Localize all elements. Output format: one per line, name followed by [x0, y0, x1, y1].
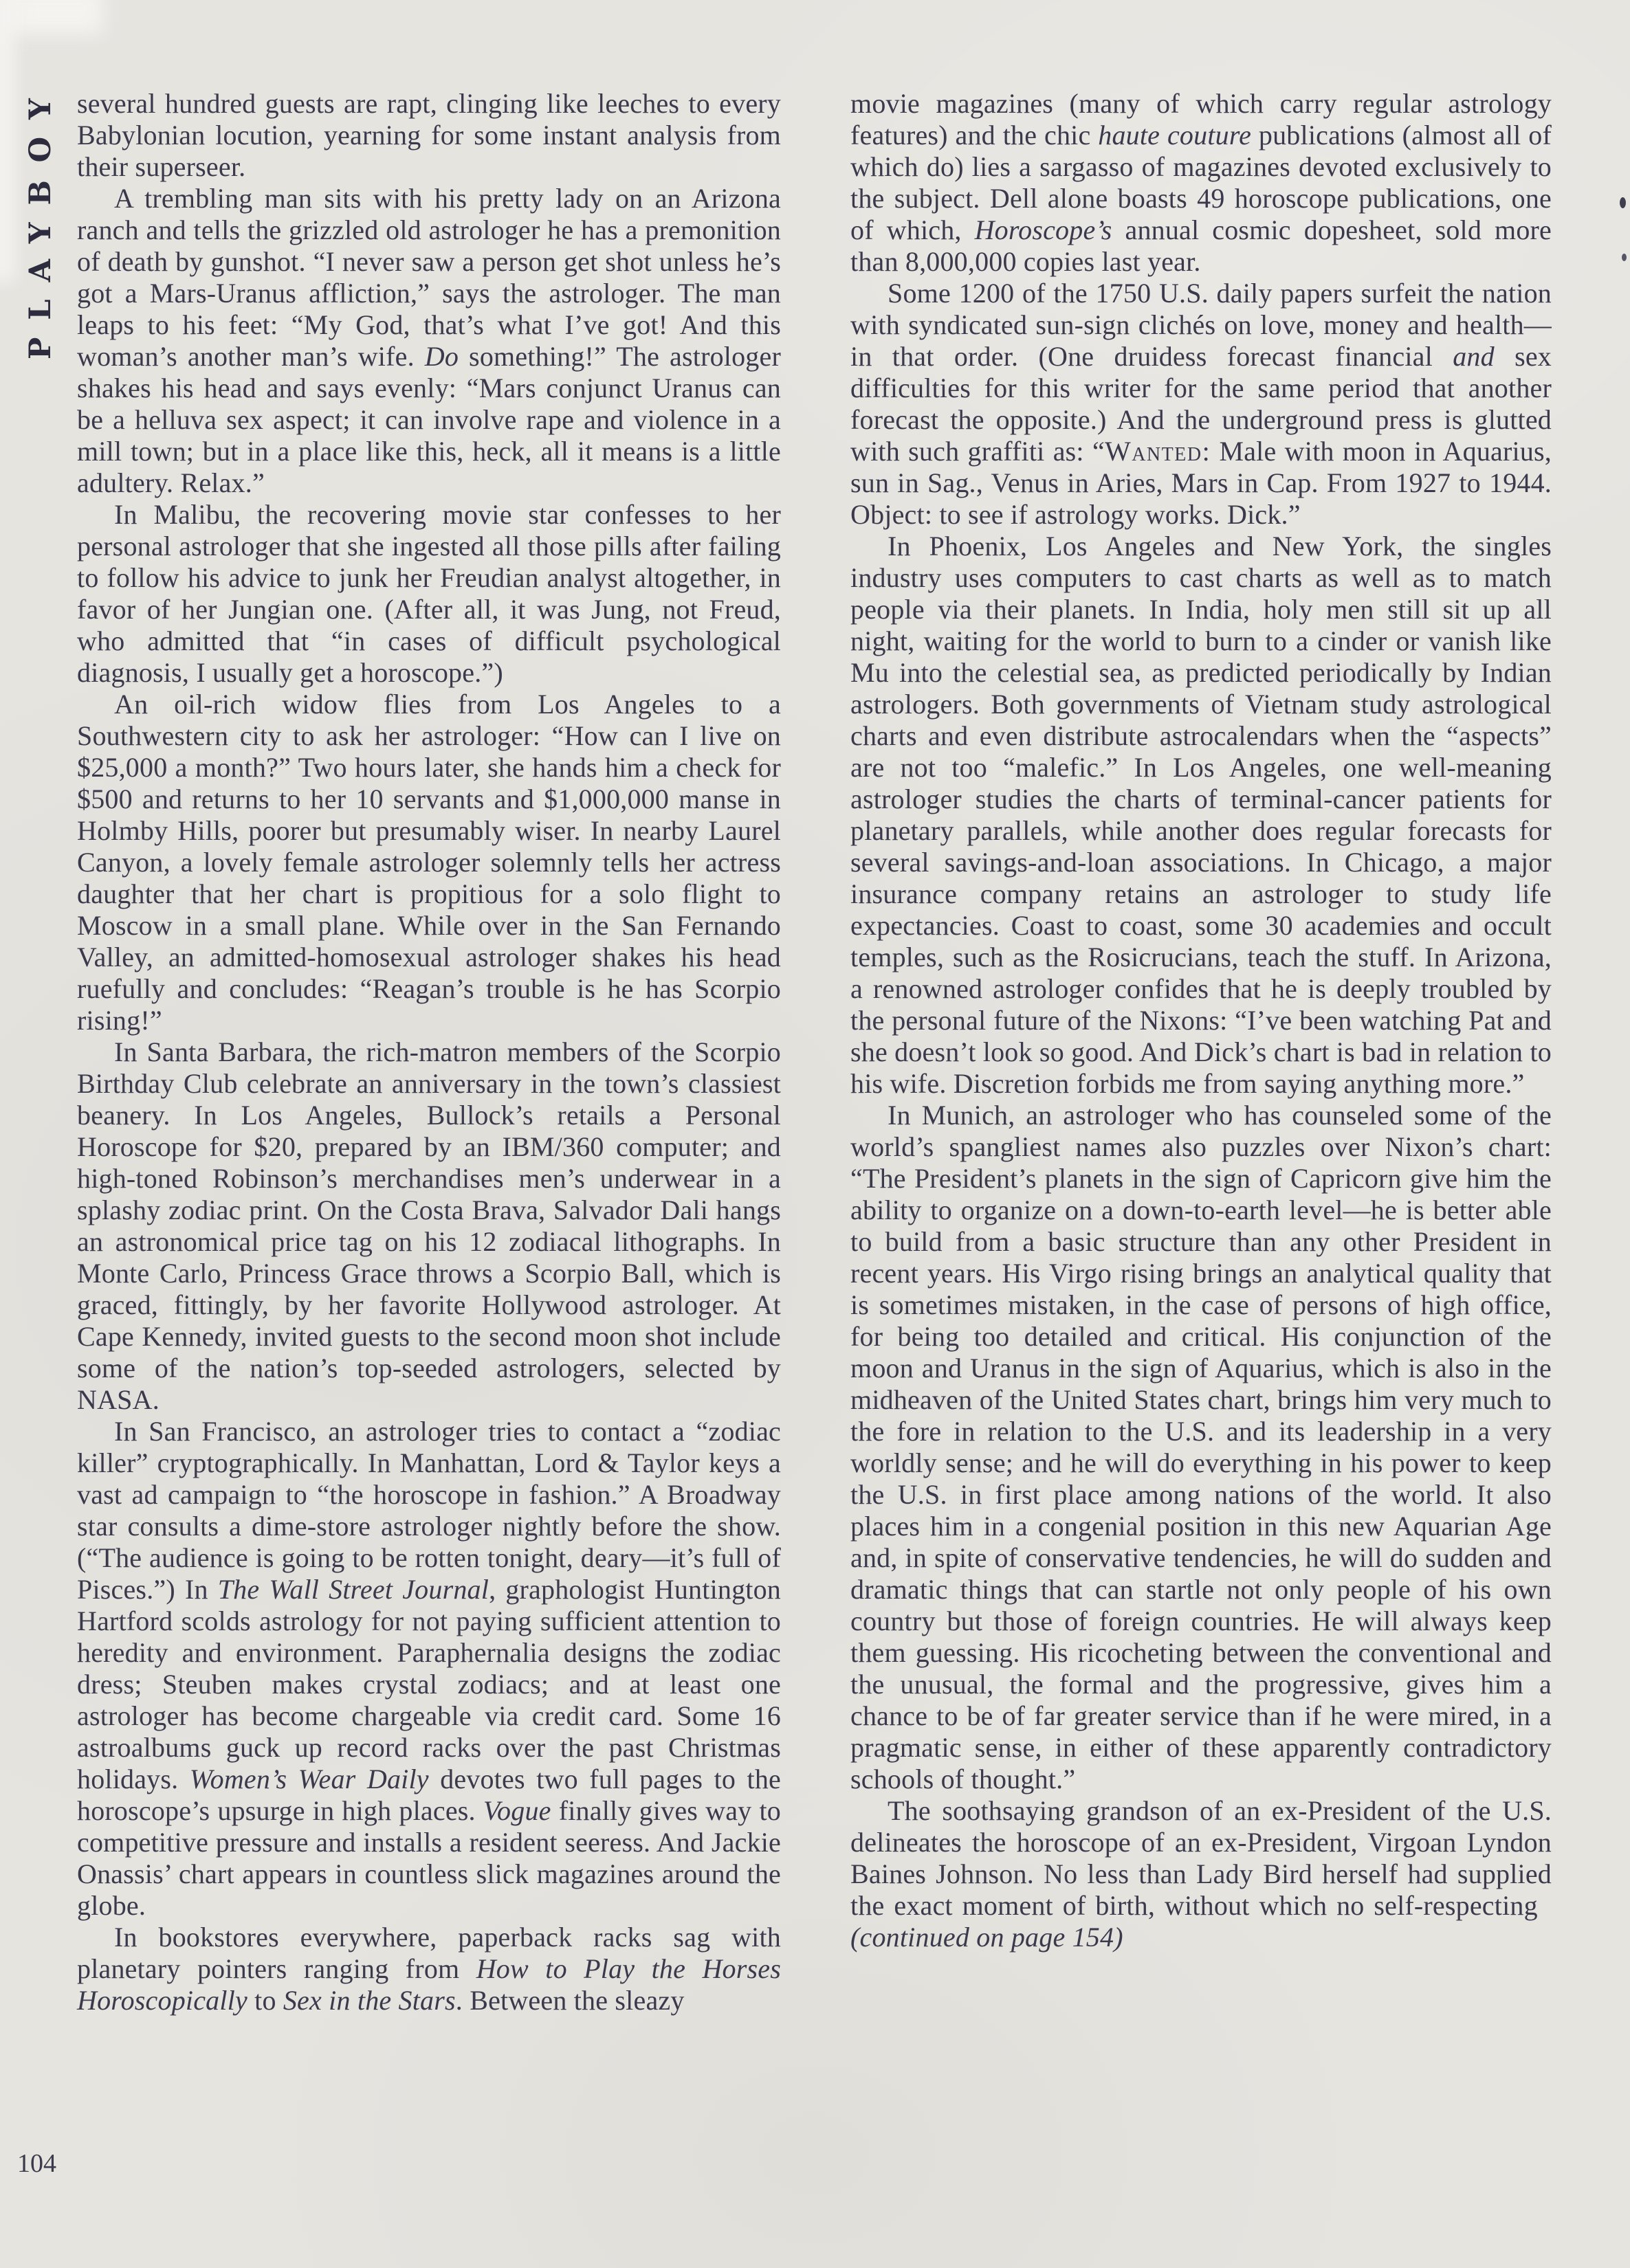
- text-run: . Between the sleazy: [455, 1985, 685, 2016]
- italic-text-run: How to Play the Horses Horoscopically: [77, 1953, 781, 2016]
- italic-text-run: Vogue: [483, 1795, 551, 1826]
- magazine-logo-vertical: PLAYBOY: [23, 81, 58, 359]
- text-run: In Malibu, the recovering movie star confesses to her personal astrologer that she ingested all those pills after failing to follow his advice to junk her Freudian analyst altogether, in favor of her Jungian one. (After all, it was Jung, not Freud, who admitted that “in cases of difficult psychological diagnosis, I usually get a horoscope.”): [77, 499, 781, 688]
- text-run: something!” The astrologer shakes his head and says evenly: “Mars conjunct Uranus can be a helluva sex aspect; it can involve rape and violence in a mill town; but in a place like this, heck, all it means is a little adultery. Relax.”: [77, 341, 781, 498]
- italic-text-run: The Wall Street Journal: [217, 1574, 489, 1605]
- paragraph: [77, 1922, 781, 2016]
- text-run: In bookstores everywhere, paperback racks sag with planetary pointers ranging from: [77, 1922, 781, 1984]
- paragraph: [850, 1795, 1552, 1953]
- text-column-left: [77, 88, 781, 2016]
- text-run: The soothsaying grandson of an ex-President of the U.S. delineates the horoscope of an ex-President, Virgoan Lyndon Baines Johnson. No less than Lady Bird herself had supplied the exact moment of birth, without which no self-respecting: [850, 1795, 1552, 1921]
- paragraph: [77, 1036, 781, 1416]
- italic-text-run: (continued on page 154): [850, 1922, 1123, 1953]
- text-run: to: [247, 1985, 283, 2016]
- scan-artifact-speck: [1622, 254, 1627, 261]
- text-run: publications (almost all of which do) lies a sargasso of magazines devoted exclusively to the subject. Dell alone boasts 49 horoscope publications, one of which,: [850, 120, 1552, 245]
- italic-text-run: Do: [424, 341, 459, 372]
- text-run: , graphologist Huntington Hartford scolds astrology for not paying sufficient attention to heredity and environment. Paraphernalia designs the zodiac dress; Steuben makes crystal zodiacs; and at least one astrologer has become chargeable via credit card. Some 16 astroalbums guck up record racks over the past Christmas holidays.: [77, 1574, 781, 1794]
- text-run: annual cosmic dopesheet, sold more than 8,000,000 copies last year.: [850, 214, 1552, 277]
- paragraph: [850, 88, 1552, 278]
- italic-text-run: Horoscope’s: [974, 214, 1112, 245]
- text-run: Some 1200 of the 1750 U.S. daily papers surfeit the nation with syndicated sun-sign clichés on love, money and health—in that order. (One druidess forecast financial: [850, 278, 1552, 372]
- text-run: Male with moon in Aquarius, sun in Sag., Venus in Aries, Mars in Cap. From 1927 to 1944. Object: to see if astrology works. Dick.”: [850, 436, 1552, 530]
- smallcaps-text-run: Wanted:: [1104, 436, 1211, 467]
- scan-artifact-left-edge: [0, 0, 15, 282]
- text-run: several hundred guests are rapt, clinging like leeches to every Babylonian locution, yearning for some instant analysis from their superseer.: [77, 88, 781, 182]
- paragraph: [77, 689, 781, 1036]
- text-column-right: [850, 88, 1552, 1953]
- text-run: In Santa Barbara, the rich-matron members of the Scorpio Birthday Club celebrate an anniversary in the town’s classiest beanery. In Los Angeles, Bullock’s retails a Personal Horoscope for $20, prepared by an IBM/360 computer; and high-toned Robinson’s merchandises men’s underwear in a splashy zodiac print. On the Costa Brava, Salvador Dali hangs an astronomical price tag on his 12 zodiacal lithographs. In Monte Carlo, Princess Grace throws a Scorpio Ball, which is graced, fittingly, by her favorite Hollywood astrologer. At Cape Kennedy, invited guests to the second moon shot include some of the nation’s top-seeded astrologers, selected by NASA.: [77, 1036, 781, 1415]
- scan-artifact-corner: [0, 0, 103, 34]
- scan-artifact-speck: [1620, 197, 1626, 208]
- paragraph: [77, 183, 781, 499]
- italic-text-run: and: [1453, 341, 1495, 372]
- paragraph: [850, 531, 1552, 1100]
- text-run: A trembling man sits with his pretty lady on an Arizona ranch and tells the grizzled old astrologer he has a premonition of death by gunshot. “I never saw a person get shot unless he’s got a Mars-Uranus affliction,” says the astrologer. The man leaps to his feet: “My God, that’s what I’ve got! And this woman’s another man’s wife.: [77, 183, 781, 372]
- text-run: In Munich, an astrologer who has counseled some of the world’s spangliest names also puzzles over Nixon’s chart: “The President’s planets in the sign of Capricorn give him the ability to organize on a down-to-earth level—he is better able to build from a basic structure than any other President in recent years. His Virgo rising brings an analytical quality that is sometimes mistaken, in the case of persons of high office, for being too detailed and critical. His conjunction of the moon and Uranus in the sign of Aquarius, which is also in the midheaven of the United States chart, brings him very much to the fore in relation to the U.S. and its leadership in a very worldly sense; and he will do everything in his power to keep the U.S. in first place among nations of the world. It also places him in a congenial position in this new Aquarian Age and, in spite of conservative tendencies, he will do sudden and dramatic things that can startle not only people of his own country but those of foreign countries. He will always keep them guessing. His ricocheting between the conventional and the unusual, the formal and the progressive, gives him a chance to be of far greater service than if he were mired, in a pragmatic sense, in either of these apparently contradictory schools of thought.”: [850, 1100, 1552, 1794]
- text-run: An oil-rich widow flies from Los Angeles to a Southwestern city to ask her astrologer: “How can I live on $25,000 a month?” Two hours later, she hands him a check for $500 and returns to her 10 servants and $1,000,000 manse in Holmby Hills, poorer but presumably wiser. In nearby Laurel Canyon, a lovely female astrologer solemnly tells her actress daughter that her chart is propitious for a solo flight to Moscow in a small plane. While over in the San Fernando Valley, an admitted-homosexual astrologer shakes his head ruefully and concludes: “Reagan’s trouble is he has Scorpio rising!”: [77, 689, 781, 1036]
- text-run: movie magazines (many of which carry regular astrology features) and the chic: [850, 88, 1552, 151]
- paragraph: [850, 1100, 1552, 1795]
- page-number: 104: [17, 2149, 56, 2178]
- text-run: In Phoenix, Los Angeles and New York, the singles industry uses computers to cast charts as well as to match people via their planets. In India, holy men still sit up all night, waiting for the world to burn to a cinder or vanish like Mu into the celestial sea, as predicted periodically by Indian astrologers. Both governments of Vietnam study astrological charts and even distribute astrocalendars when the “aspects” are not too “malefic.” In Los Angeles, one well-meaning astrologer studies the charts of terminal-cancer patients for planetary parallels, while another does regular forecasts for several savings-and-loan associations. In Chicago, a major insurance company retains an astrologer to study life expectancies. Coast to coast, some 30 academies and occult temples, such as the Rosicrucians, teach the stuff. In Arizona, a renowned astrologer confides that he is deeply troubled by the personal future of the Nixons: “I’ve been watching Pat and she doesn’t look so good. And Dick’s chart is bad in relation to his wife. Discretion forbids me from saying anything more.”: [850, 531, 1552, 1099]
- paragraph: [77, 88, 781, 183]
- text-run: sex difficulties for this writer for the same period that another forecast the opposite.) And the underground press is glutted with such graffiti as: “: [850, 341, 1552, 467]
- paragraph: [850, 278, 1552, 531]
- paragraph: [77, 1416, 781, 1922]
- italic-text-run: Sex in the Stars: [283, 1985, 456, 2016]
- italic-text-run: Women’s Wear Daily: [189, 1764, 429, 1794]
- text-run: finally gives way to competitive pressure and installs a resident seeress. And Jackie Onassis’ chart appears in countless slick magazines around the globe.: [77, 1795, 781, 1921]
- paragraph: [77, 499, 781, 689]
- text-run: In San Francisco, an astrologer tries to contact a “zodiac killer” cryptographically. In Manhattan, Lord & Taylor keys a vast ad campaign to “the horoscope in fashion.” A Broadway star consults a dime-store astrologer nightly before the show. (“The audience is going to be rotten tonight, deary—it’s full of Pisces.”) In: [77, 1416, 781, 1605]
- text-run: devotes two full pages to the horoscope’s upsurge in high places.: [77, 1764, 781, 1826]
- italic-text-run: haute couture: [1098, 120, 1252, 151]
